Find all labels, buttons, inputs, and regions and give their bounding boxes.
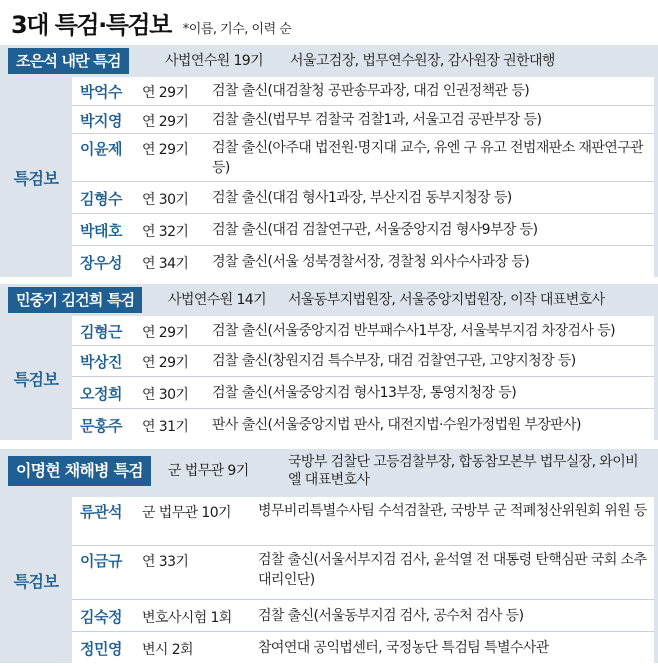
section-head — [0, 284, 658, 316]
member-name: 장우성 — [80, 254, 122, 272]
section-head — [0, 449, 658, 495]
member-name: 박억수 — [80, 83, 122, 101]
section-kim-keon-hee — [0, 284, 658, 440]
page-title: 3대 특검·특검보 — [11, 11, 171, 39]
assistant-label: 특검보 — [0, 497, 72, 663]
member-name: 정민영 — [80, 640, 122, 658]
section-marine — [0, 449, 658, 663]
member-name: 문홍주 — [80, 417, 122, 435]
member-name: 박지영 — [80, 112, 122, 130]
member-rank: 연 34기 — [142, 256, 189, 272]
special-prosecutor-rank: 사법연수원 14기 — [168, 292, 267, 308]
special-prosecutor-rank: 사법연수원 19기 — [165, 53, 264, 69]
member-row — [72, 631, 654, 664]
member-name: 김형근 — [80, 323, 122, 341]
special-prosecutor-career: 서울동부지법원장, 서울중앙지법원장, 이작 대표변호사 — [288, 292, 605, 308]
member-name: 박상진 — [80, 353, 122, 371]
member-rank: 연 29기 — [142, 355, 189, 371]
member-career: 검찰 출신(대검 검찰연구관, 서울중앙지검 형사9부장 등) — [212, 222, 538, 238]
member-career: 검찰 출신(서울중앙지검 반부패수사1부장, 서울북부지검 차장검사 등) — [212, 323, 616, 339]
member-career: 검찰 출신(대검 형사1과장, 부산지검 동부지청장 등) — [212, 190, 512, 206]
member-row — [72, 345, 654, 377]
member-career: 병무비리특별수사팀 수석검찰관, 국방부 군 적폐청산위원회 위원 등 — [258, 503, 647, 519]
special-prosecutor-career: 서울고검장, 법무연수원장, 감사원장 권한대행 — [290, 53, 555, 69]
member-row — [72, 545, 654, 600]
member-rank: 연 29기 — [142, 114, 189, 130]
member-row — [72, 316, 654, 345]
member-career: 경찰 출신(서울 성북경찰서장, 경찰청 외사수사과장 등) — [212, 254, 530, 270]
member-rank: 변호사시험 1회 — [142, 610, 232, 626]
member-rank: 연 33기 — [142, 554, 189, 570]
member-rank: 연 29기 — [142, 85, 189, 101]
member-career: 검찰 출신(서울서부지검 검사, 윤석열 전 대통령 탄핵심판 국회 소추대리인단) — [258, 552, 647, 588]
member-row — [72, 181, 654, 214]
member-career: 검찰 출신(법무부 검찰국 검찰1과, 서울고검 공판부장 등) — [212, 112, 542, 128]
legend-note: *이름, 기수, 이력 순 — [182, 22, 292, 37]
member-row — [72, 213, 654, 246]
header — [11, 5, 291, 37]
member-career: 참여연대 공익법센터, 국정농단 특검팀 특별수사관 — [258, 640, 549, 656]
member-name: 류관석 — [80, 503, 122, 521]
assistant-label: 특검보 — [0, 77, 72, 277]
section-head — [0, 45, 658, 77]
member-career: 검찰 출신(아주대 법전원·명지대 교수, 유엔 구 유고 전범재판소 재판연구관 등) — [212, 140, 644, 176]
special-prosecutor-rank: 군 법무관 9기 — [168, 463, 249, 479]
member-rank: 연 29기 — [142, 142, 189, 158]
member-rank: 연 30기 — [142, 387, 189, 403]
member-career: 판사 출신(서울중앙지법 판사, 대전지법·수원가정법원 부장판사) — [212, 417, 581, 433]
member-row — [72, 105, 654, 134]
section-insurrection — [0, 45, 658, 277]
member-rank: 연 30기 — [142, 192, 189, 208]
member-name: 오정희 — [80, 385, 122, 403]
member-row — [72, 408, 654, 441]
member-rank: 변시 2회 — [142, 642, 193, 658]
member-row — [72, 245, 654, 278]
member-name: 김형수 — [80, 190, 122, 208]
member-row — [72, 77, 654, 105]
member-rank: 연 31기 — [142, 419, 189, 435]
member-career: 검찰 출신(서울동부지검 검사, 공수처 검사 등) — [258, 608, 524, 624]
member-row — [72, 497, 654, 545]
assistant-label: 특검보 — [0, 316, 72, 440]
special-prosecutor-name: 민중기 김건희 특검 — [8, 287, 142, 313]
member-row — [72, 133, 654, 182]
member-row — [72, 599, 654, 632]
special-prosecutor-name: 조은석 내란 특검 — [8, 48, 129, 74]
member-name: 박태호 — [80, 222, 122, 240]
member-rank: 군 법무관 10기 — [142, 505, 231, 521]
member-career: 검찰 출신(대검찰청 공판송무과장, 대검 인권정책관 등) — [212, 83, 530, 99]
member-row — [72, 376, 654, 409]
member-name: 이윤제 — [80, 140, 122, 158]
special-prosecutor-name: 이명현 채해병 특검 — [8, 456, 151, 486]
member-name: 김숙정 — [80, 608, 122, 626]
special-prosecutor-career: 국방부 검찰단 고등검찰부장, 합동참모본부 법무실장, 와이비엘 대표변호사 — [288, 454, 639, 488]
member-rank: 연 29기 — [142, 325, 189, 341]
member-name: 이금규 — [80, 552, 122, 570]
member-career: 검찰 출신(창원지검 특수부장, 대검 검찰연구관, 고양지청장 등) — [212, 353, 576, 369]
member-rank: 연 32기 — [142, 224, 189, 240]
member-career: 검찰 출신(서울중앙지검 형사13부장, 통영지청장 등) — [212, 385, 517, 401]
